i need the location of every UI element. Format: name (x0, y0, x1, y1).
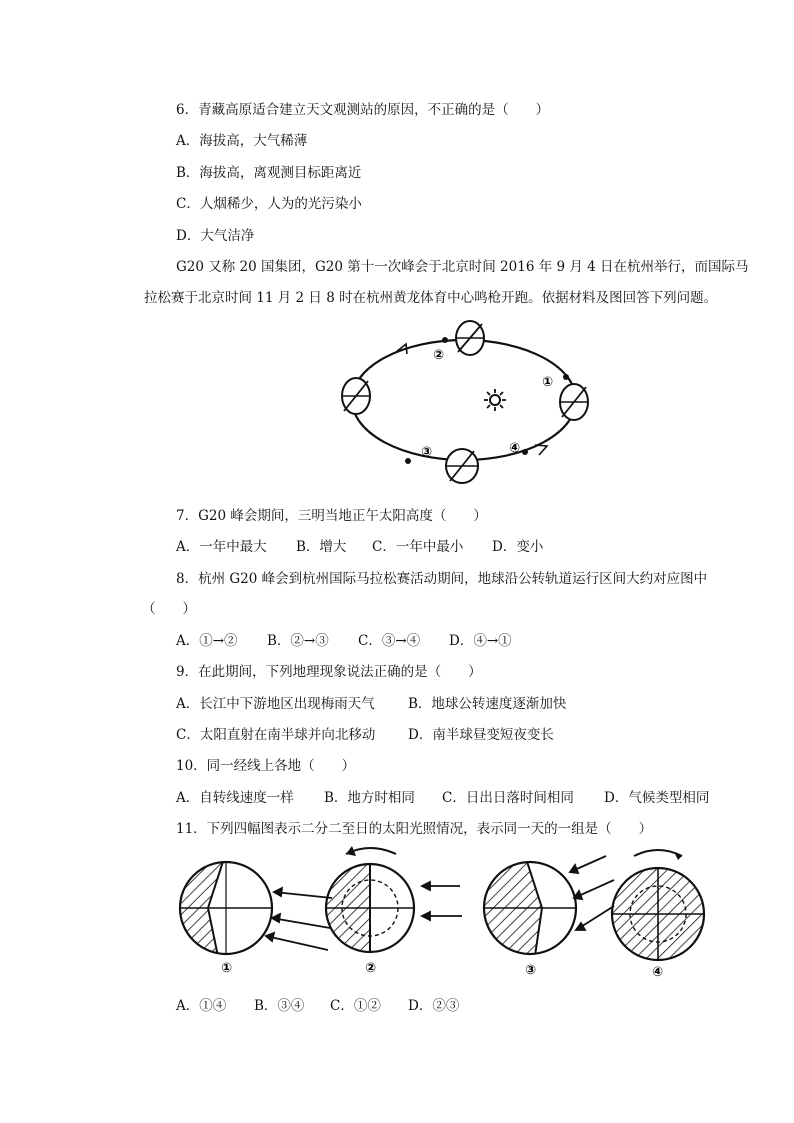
q6-option-b: B．海拔高，离观测目标距离近 (176, 165, 362, 181)
q8-stem-continued: （ ） (142, 601, 196, 617)
q9-option-b: B．地球公转速度逐渐加快 (408, 696, 567, 712)
q6-option-c: C．人烟稀少，人为的光污染小 (176, 196, 362, 212)
material-line-1: G20 又称 20 国集团，G20 第十一次峰会于北京时间 2016 年 9 月 4 日在杭州举行，而国际马 (176, 259, 749, 275)
q7-option-a: A．一年中最大 (176, 539, 267, 555)
illumination-figures (170, 846, 730, 991)
figure-2 (320, 846, 462, 976)
figure-1 (170, 846, 332, 976)
q11-option-d: D．②③ (408, 998, 460, 1014)
q7-option-c: C．一年中最小 (372, 539, 464, 555)
figure-4-label: ④ (652, 965, 664, 980)
q11-option-c: C．①② (330, 998, 381, 1014)
q10-option-c: C．日出日落时间相同 (442, 790, 574, 806)
q6-option-d: D．大气洁净 (176, 228, 255, 244)
orbit-label-4: ④ (509, 441, 521, 456)
q6-option-a: A．海拔高，大气稀薄 (176, 133, 308, 149)
earth-top (456, 321, 484, 355)
orbit-point-3 (405, 458, 411, 464)
q10-option-b: B．地方时相同 (324, 790, 415, 806)
orbit-point-1 (563, 374, 569, 380)
q10-option-d: D．气候类型相同 (604, 790, 710, 806)
orbit-diagram (330, 318, 600, 498)
q8-option-c: C．③→④ (358, 633, 421, 649)
orbit-label-2: ② (433, 348, 445, 363)
orbit-ellipse (352, 340, 576, 460)
orbit-point-2 (442, 337, 448, 343)
q7-option-b: B．增大 (296, 539, 347, 555)
sun-icon (484, 389, 506, 411)
q8-stem: 8．杭州 G20 峰会到杭州国际马拉松赛活动期间，地球沿公转轨道运行区间大约对应图中 (176, 571, 708, 587)
material-line-2: 拉松赛于北京时间 11 月 2 日 8 时在杭州黄龙体育中心鸣枪开跑。依据材料及图回答下列问题。 (144, 290, 718, 306)
q8-option-b: B．②→③ (267, 633, 329, 649)
orbit-label-3: ③ (421, 445, 433, 460)
q8-options (176, 632, 512, 650)
q9-option-d: D．南半球昼变短夜变长 (408, 727, 554, 743)
q10-stem: 10．同一经线上各地（ ） (176, 758, 356, 774)
earth-bottom (446, 449, 478, 483)
figure-3 (470, 846, 614, 978)
earth-right (560, 384, 588, 420)
orbit-point-4 (522, 449, 528, 455)
q9-stem: 9．在此期间，下列地理现象说法正确的是（ ） (176, 664, 482, 680)
q11-option-b: B．③④ (254, 998, 305, 1014)
q7-option-d: D．变小 (492, 539, 544, 555)
figure-3-label: ③ (525, 963, 537, 978)
q8-option-d: D．④→① (449, 633, 512, 649)
orbit-label-1: ① (542, 375, 554, 390)
q11-options (176, 997, 459, 1015)
figure-1-label: ① (221, 961, 233, 976)
figure-2-label: ② (365, 961, 377, 976)
q10-options (176, 789, 709, 807)
figure-4 (610, 846, 730, 986)
q7-options (176, 538, 543, 556)
q6-stem: 6．青藏高原适合建立天文观测站的原因，不正确的是（ ） (176, 102, 550, 118)
q9-options-row2 (176, 726, 554, 744)
q10-option-a: A．自转线速度一样 (176, 790, 294, 806)
q8-option-a: A．①→② (176, 633, 238, 649)
q7-stem: 7．G20 峰会期间，三明当地正午太阳高度（ ） (176, 508, 487, 524)
q9-option-a: A．长江中下游地区出现梅雨天气 (176, 696, 375, 712)
q11-option-a: A．①④ (176, 998, 227, 1014)
q11-stem: 11．下列四幅图表示二分二至日的太阳光照情况，表示同一天的一组是（ ） (176, 821, 653, 837)
q9-option-c: C．太阳直射在南半球并向北移动 (176, 727, 376, 743)
q9-options-row1 (176, 695, 566, 713)
earth-left (342, 378, 370, 414)
